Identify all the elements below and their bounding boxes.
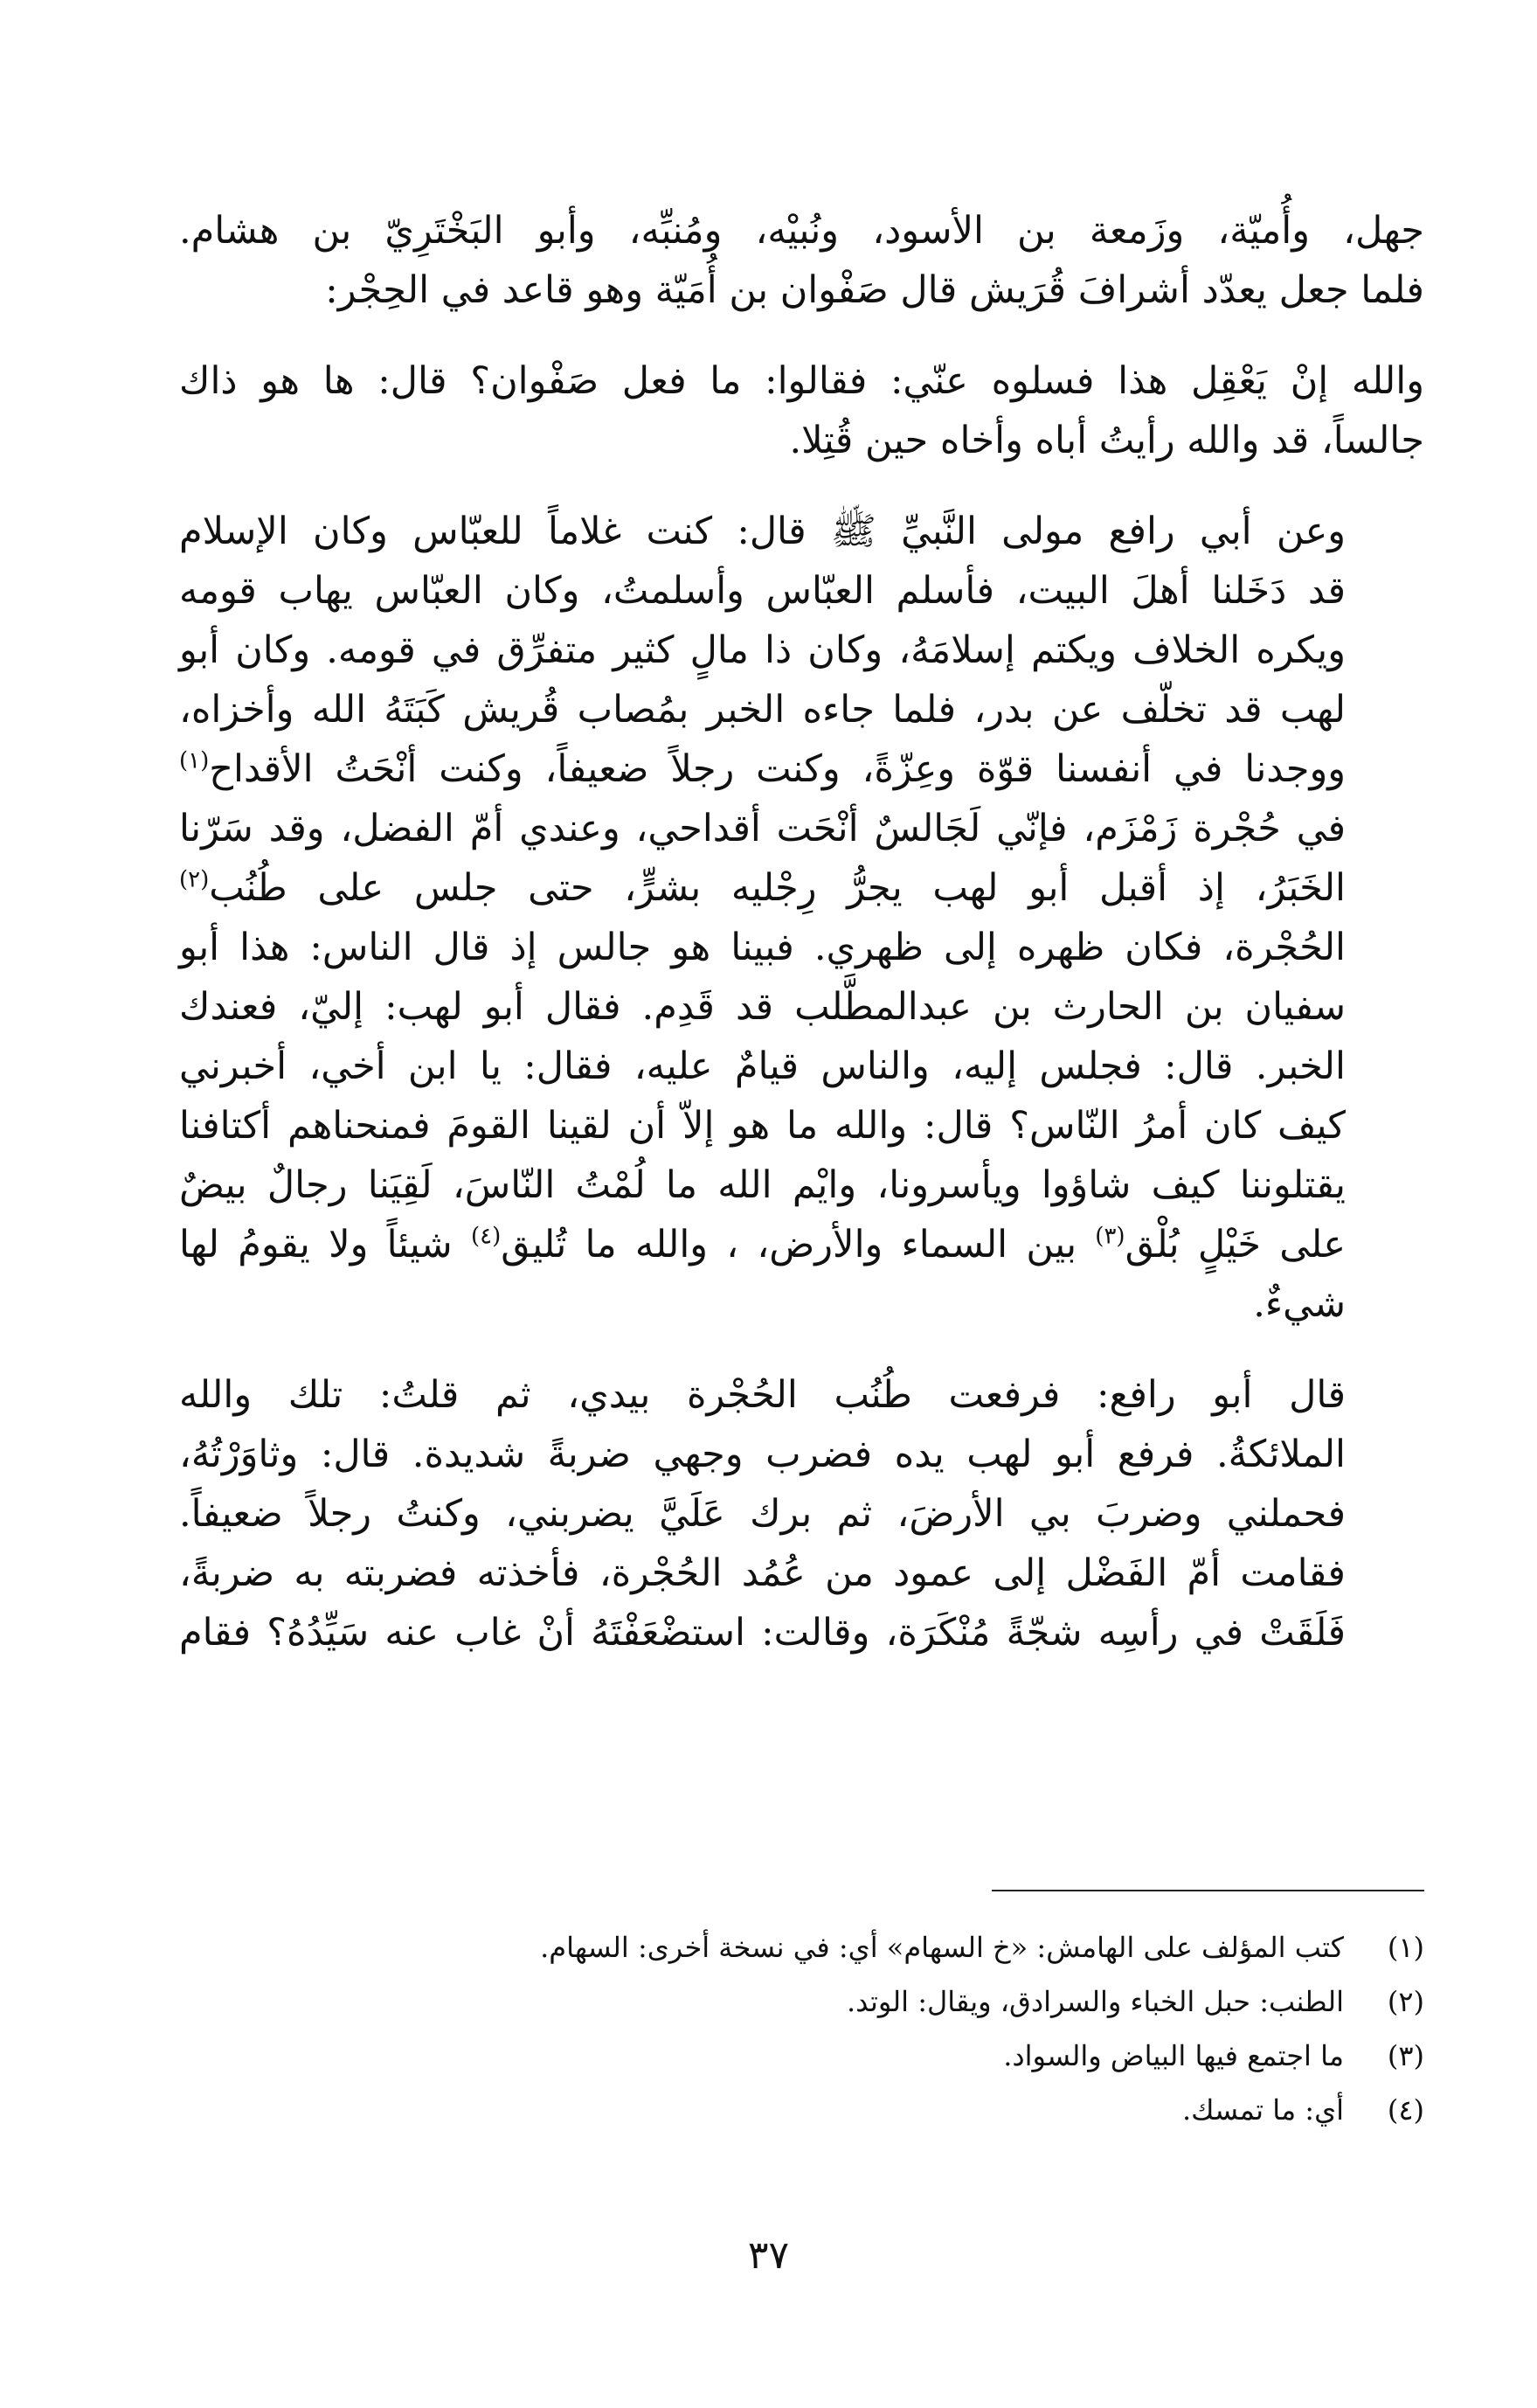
paragraph-1 xyxy=(179,201,1424,320)
text-line: قال أبو رافع: فرفعت طُنُب الحُجْرة بيدي، ثم قلتُ: تلك والله xyxy=(179,1373,1346,1417)
text-line: جالساً، قد والله رأيتُ أباه وأخاه حين قُتِلا. xyxy=(789,419,1424,462)
text-line: الخَبَرُ، إذ أقبل أبو لهب يجرُّ رِجْليه بشرٍّ، حتى جلس على طُنُب$^{(٢)}$ xyxy=(179,866,1346,910)
footnote-text: كتب المؤلف على الهامش: «خ السهام» أي: في نسخة أخرى: السهام. xyxy=(540,1931,1344,1964)
text-line: على خَيْلٍ بُلْق$^{(٣)}$ بين السماء والأرض، ، والله ما تُليق$^{(٤)}$ شيئاً ولا يقومُ لها xyxy=(179,1223,1346,1266)
text-line: كيف كان أمرُ النّاس؟ قال: والله ما هو إلاّ أن لقينا القومَ فمنحناهم أكتافنا xyxy=(179,1104,1346,1148)
footnote-ref-1: (١) xyxy=(179,747,210,774)
paragraph-3 xyxy=(179,502,1424,1334)
footnote-ref-4: (٤) xyxy=(470,1223,502,1250)
text-line: لهب قد تخلّف عن بدر، فلما جاءه الخبر بمُصاب قُريش كَبَتَهُ الله وأخزاه، xyxy=(179,688,1346,732)
text-line: قد دَخَلنا أهلَ البيت، فأسلم العبّاس وأسلمتُ، وكان العبّاس يهاب قومه xyxy=(179,569,1346,613)
footnote-text: ما اجتمع فيها البياض والسواد. xyxy=(1003,2039,1344,2072)
text-line: والله إنْ يَعْقِل هذا فسلوه عنّي: فقالوا: ما فعل صَفْوان؟ قال: ها هو ذاك xyxy=(179,359,1424,403)
page-number: ٣٧ xyxy=(747,2233,790,2278)
footnote-text: أي: ما تمسك. xyxy=(1181,2093,1344,2127)
text-line: وعن أبي رافع مولى النَّبيِّ ﷺ قال: كنت غلاماً للعبّاس وكان الإسلام xyxy=(179,510,1346,553)
footnote-text: الطنب: حبل الخباء والسرادق، ويقال: الوتد. xyxy=(847,1985,1344,2018)
text-line: الخبر. قال: فجلس إليه، والناس قيامٌ عليه، فقال: يا ابن أخي، أخبرني xyxy=(179,1044,1346,1088)
text-line: فقامت أمّ الفَضْل إلى عمود من عُمُد الحُجْرة، فأخذته فضربته به ضربةً، xyxy=(179,1551,1346,1595)
text-line: الحُجْرة، فكان ظهره إلى ظهري. فبينا هو جالس إذ قال الناس: هذا أبو xyxy=(179,926,1346,969)
footnote-number: (٤) xyxy=(1387,2093,1424,2127)
text-line: الملائكةُ. فرفع أبو لهب يده فضرب وجهي ضربةً شديدة. قال: وثاوَرْتُهُ، xyxy=(179,1433,1346,1476)
text-line: فحملني وضربَ بي الأرضَ، ثم برك عَلَيَّ يضربني، وكنتُ رجلاً ضعيفاً. xyxy=(179,1492,1346,1536)
text-line: فَلَقَتْ في رأسِه شجّةً مُنْكَرَة، وقالت: استضْعَفْتَهُ أنْ غاب عنه سَيِّدُهُ؟ فقام xyxy=(179,1611,1346,1655)
text-line: سفيان بن الحارث بن عبدالمطَّلب قد قَدِم. فقال أبو لهب: إليّ، فعندك xyxy=(179,985,1346,1029)
footnote-divider xyxy=(992,1890,1424,1891)
paragraph-2 xyxy=(179,351,1424,470)
footnotes xyxy=(179,1923,1424,2140)
text-line: يقتلوننا كيف شاؤوا ويأسرونا، وايْم الله ما لُمْتُ النّاسَ، لَقِيَنا رجالٌ بيضٌ xyxy=(179,1163,1346,1207)
text-line: جهل، وأُميّة، وزَمعة بن الأسود، ونُبيْه، ومُنبِّه، وأبو البَخْتَرِيّ بن هشام. xyxy=(179,209,1424,253)
paragraph-4 xyxy=(179,1365,1424,1662)
footnote-4 xyxy=(179,2085,1424,2134)
footnote-number: (٣) xyxy=(1387,2039,1424,2072)
footnote-number: (٢) xyxy=(1387,1985,1424,2018)
text-line: شيءٌ. xyxy=(1253,1282,1346,1326)
footnote-2 xyxy=(179,1977,1424,2026)
footnote-3 xyxy=(179,2031,1424,2080)
text-line: ووجدنا في أنفسنا قوّة وعِزّةً، وكنت رجلاً ضعيفاً، وكنت أنْحَتُ الأقداح$^{(١)}$ xyxy=(179,747,1346,791)
footnote-ref-3: (٣) xyxy=(1095,1223,1125,1250)
text-line: فلما جعل يعدّد أشرافَ قُرَيش قال صَفْوان بن أُمَيّة وهو قاعد في الحِجْر: xyxy=(325,268,1424,312)
text-line: في حُجْرة زَمْزَم، فإنّي لَجَالسٌ أنْحَت أقداحي، وعندي أمّ الفضل، وقد سَرّنا xyxy=(179,807,1346,850)
footnote-ref-2: (٢) xyxy=(179,866,210,893)
footnote-number: (١) xyxy=(1387,1931,1424,1964)
body-text xyxy=(179,201,1424,1694)
footnote-1 xyxy=(179,1923,1424,1972)
text-line: ويكره الخلاف ويكتم إسلامَهُ، وكان ذا مالٍ كثير متفرِّق في قومه. وكان أبو xyxy=(179,628,1346,672)
